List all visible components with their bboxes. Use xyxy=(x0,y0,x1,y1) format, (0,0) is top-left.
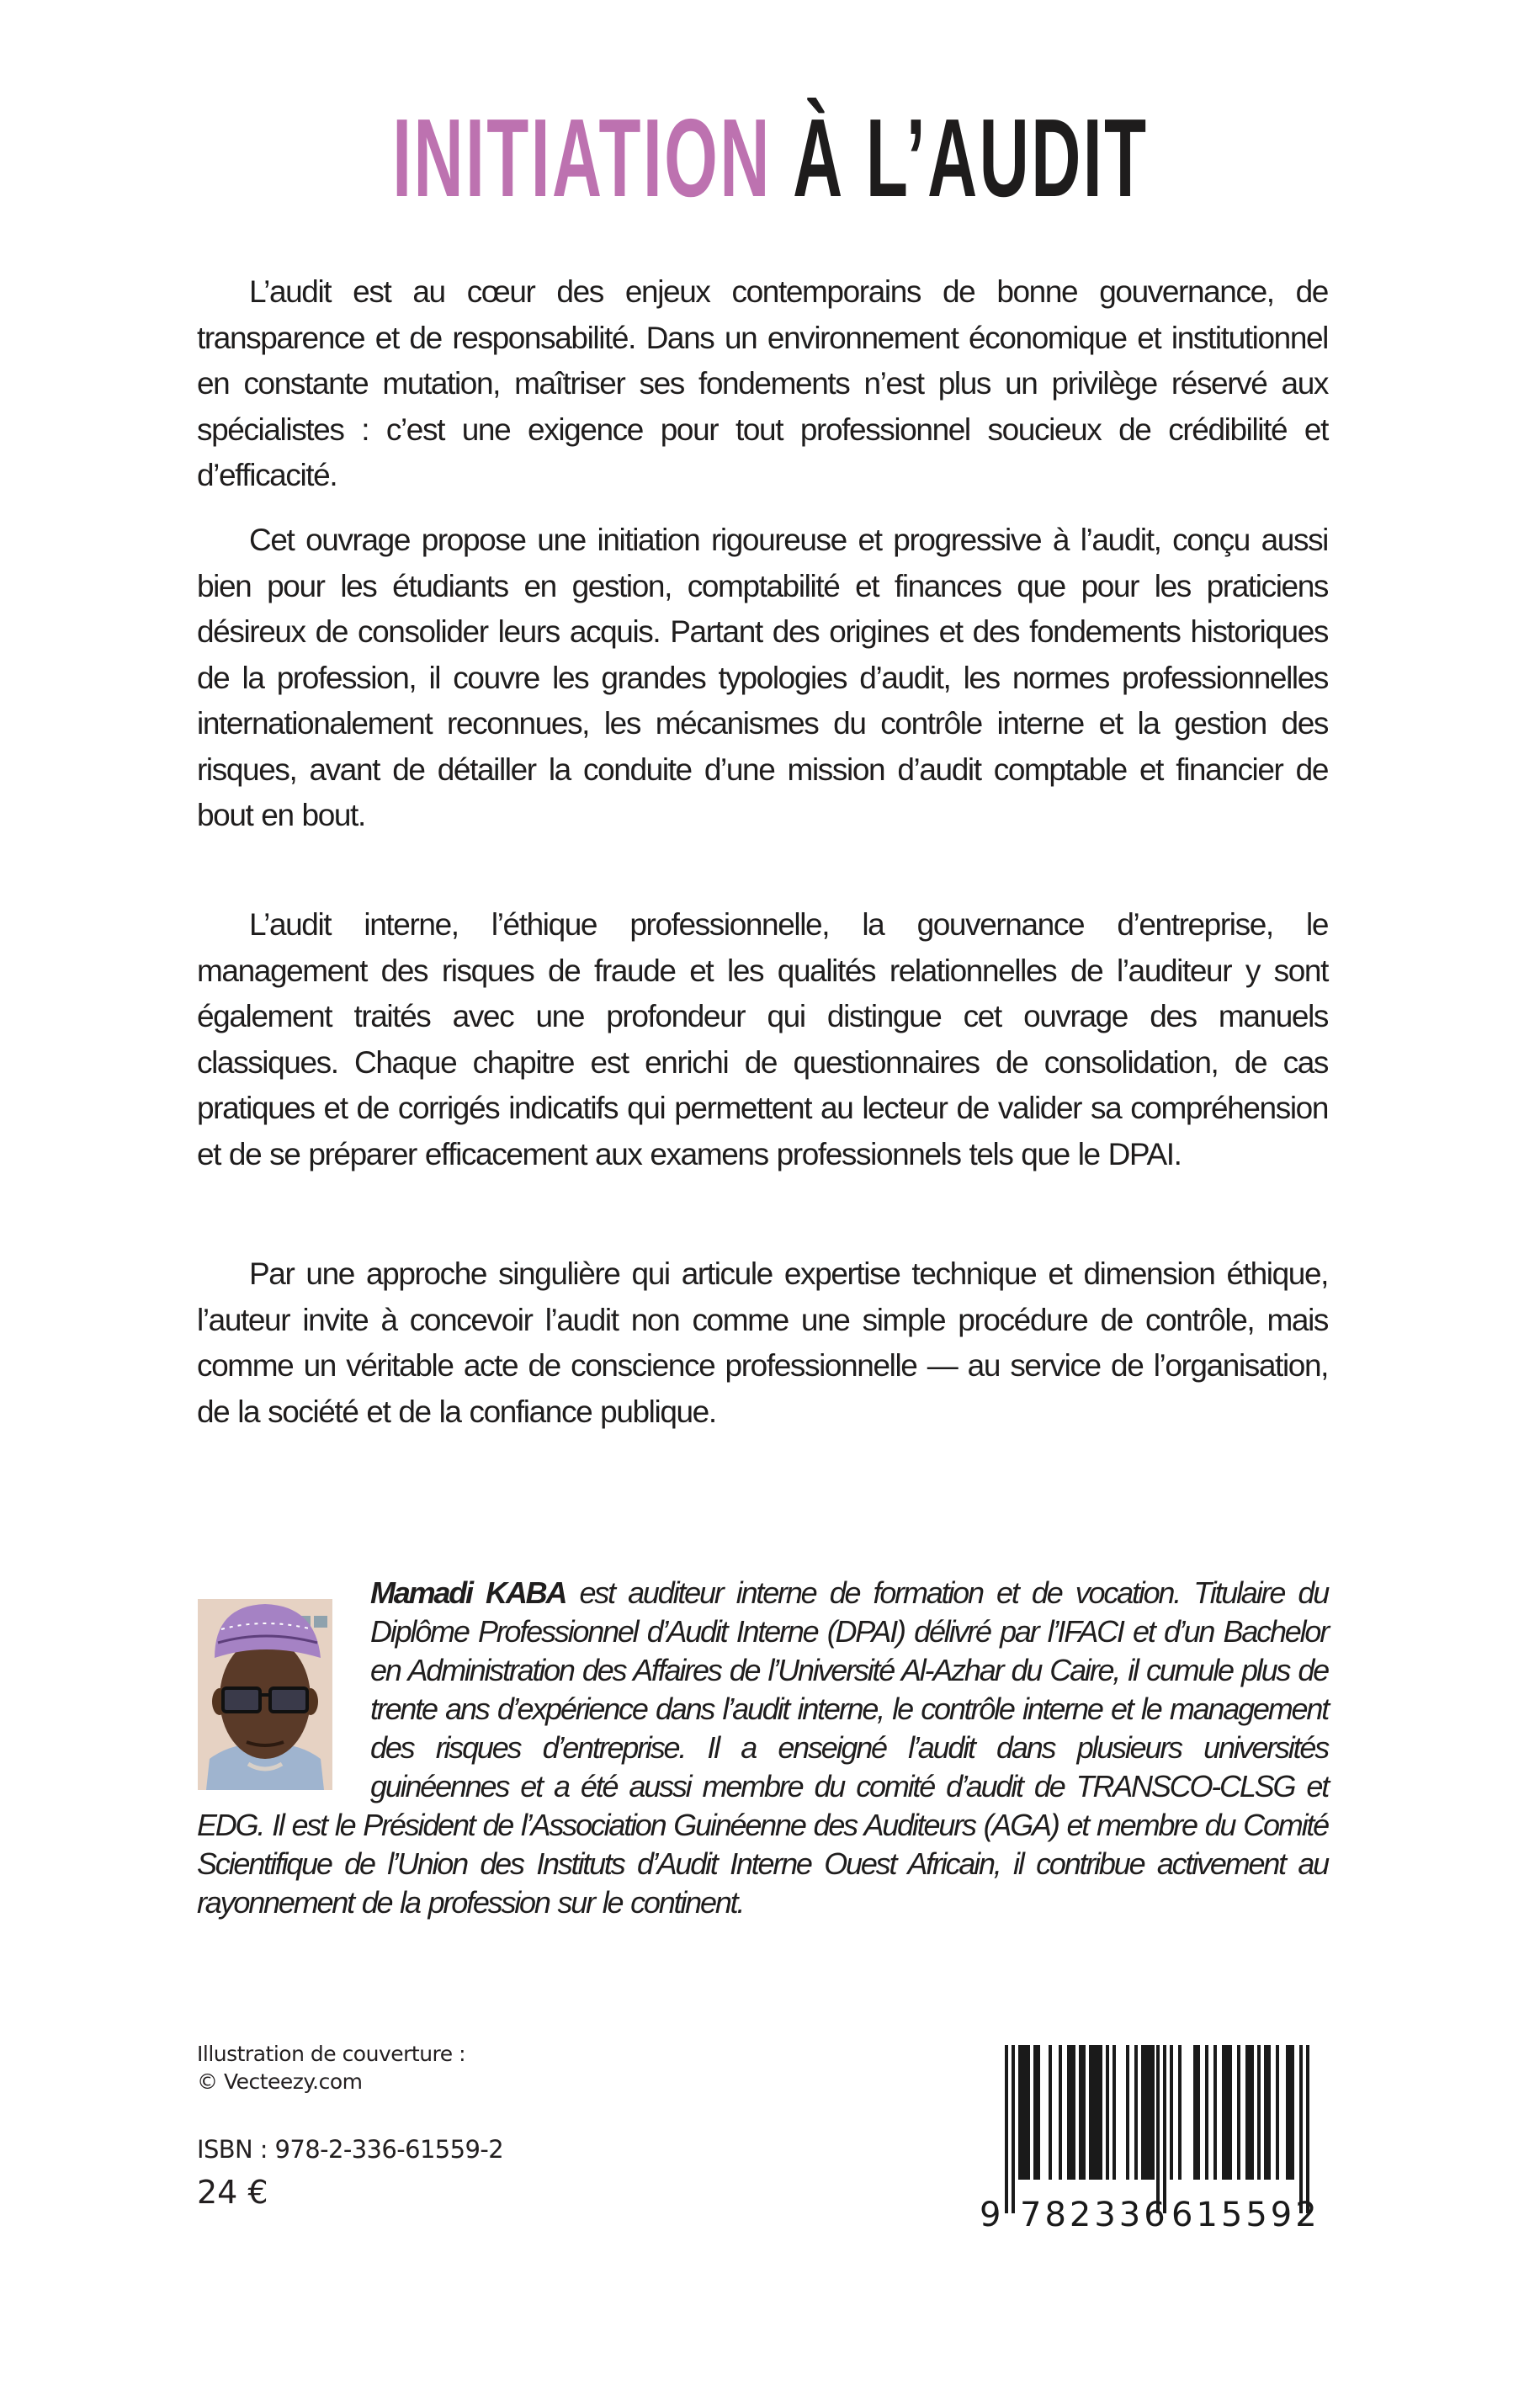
title-accent-word: INITIATION xyxy=(391,96,772,220)
barcode-right-digits: 615592 xyxy=(1171,2196,1320,2234)
blurb-paragraph: Par une approche singulière qui articule expertise technique et dimension éthique, l’auteur invite à concevoir l’audit non comme une simple procédure de contrôle, mais comme un véritable acte de conscience professionnelle — au service de l’organisation, de la société et de la confiance publique. xyxy=(197,1256,1328,1429)
blurb-paragraph: L’audit interne, l’éthique professionnelle, la gouvernance d’entreprise, le management des risques de fraude et les qualités relationnelles de l’auditeur y sont également traités avec une profondeur qui distingue cet ouvrage des manuels classiques. Chaque chapitre est enrichi de questionnaires de consolidation, de cas pratiques et de corrigés indicatifs qui permettent au lecteur de valider sa compréhension et de se préparer efficacement aux examens professionnels tels que le DPAI. xyxy=(197,907,1328,1171)
title-rest: À L’AUDIT xyxy=(792,96,1149,220)
author-name: Mamadi KABA xyxy=(370,1575,566,1610)
cover-credits xyxy=(197,2040,465,2096)
isbn: ISBN : 978-2-336-61559-2 xyxy=(197,2135,504,2164)
barcode-lead-digit: 9 xyxy=(980,2196,1005,2234)
illustration-label: Illustration de couverture : xyxy=(197,2042,466,2066)
price: 24 € xyxy=(197,2174,268,2211)
blurb-paragraph: L’audit est au cœur des enjeux contemporains de bonne gouvernance, de transparence et de responsabilité. Dans un environnement économique et institutionnel en constante mutation, maîtriser ses fondements n’est plus un privilège réservé aux spécialistes : c’est une exigence pour tout professionnel soucieux de crédibilité et d’efficacité. xyxy=(197,274,1328,492)
author-bio xyxy=(197,1574,1328,1922)
book-title xyxy=(0,96,1540,220)
photo-spacer xyxy=(197,1574,370,1794)
blurb-paragraph: Cet ouvrage propose une initiation rigoureuse et progressive à l’audit, conçu aussi bien pour les étudiants en gestion, comptabilité et finances que pour les praticiens désireux de consolider leurs acquis. Partant des origines et des fondements historiques de la profession, il couvre les grandes typologies d’audit, les normes professionnelles internationalement reconnues, les mécanismes du contrôle interne et la gestion des risques, avant de détailler la conduite d’une mission d’audit comptable et financier de bout en bout. xyxy=(197,523,1328,832)
barcode-left-digits: 782336 xyxy=(1020,2196,1169,2234)
illustration-source: © Vecteezy.com xyxy=(197,2069,363,2094)
author-bio-text: est auditeur interne de formation et de vocation. Titulaire du Diplôme Professionnel d’Audit Interne (DPAI) délivré par l’IFACI et d’un Bachelor en Administration des Affaires de l’Université Al-Azhar du Caire, il cumule plus de trente ans d’expérience dans l’audit interne, le contrôle interne et le management des risques d’entreprise. Il a enseigné l’audit dans plusieurs universités guinéennes et a été aussi membre du comité d’audit de TRANSCO-CLSG et EDG. Il est le Président de l’Association Guinéenne des Auditeurs (AGA) et membre du Comité Scientifique de l’Union des Instituts d’Audit Interne Ouest Africain, il contribue activement au rayonnement de la profession sur le continent. xyxy=(197,1575,1329,1920)
